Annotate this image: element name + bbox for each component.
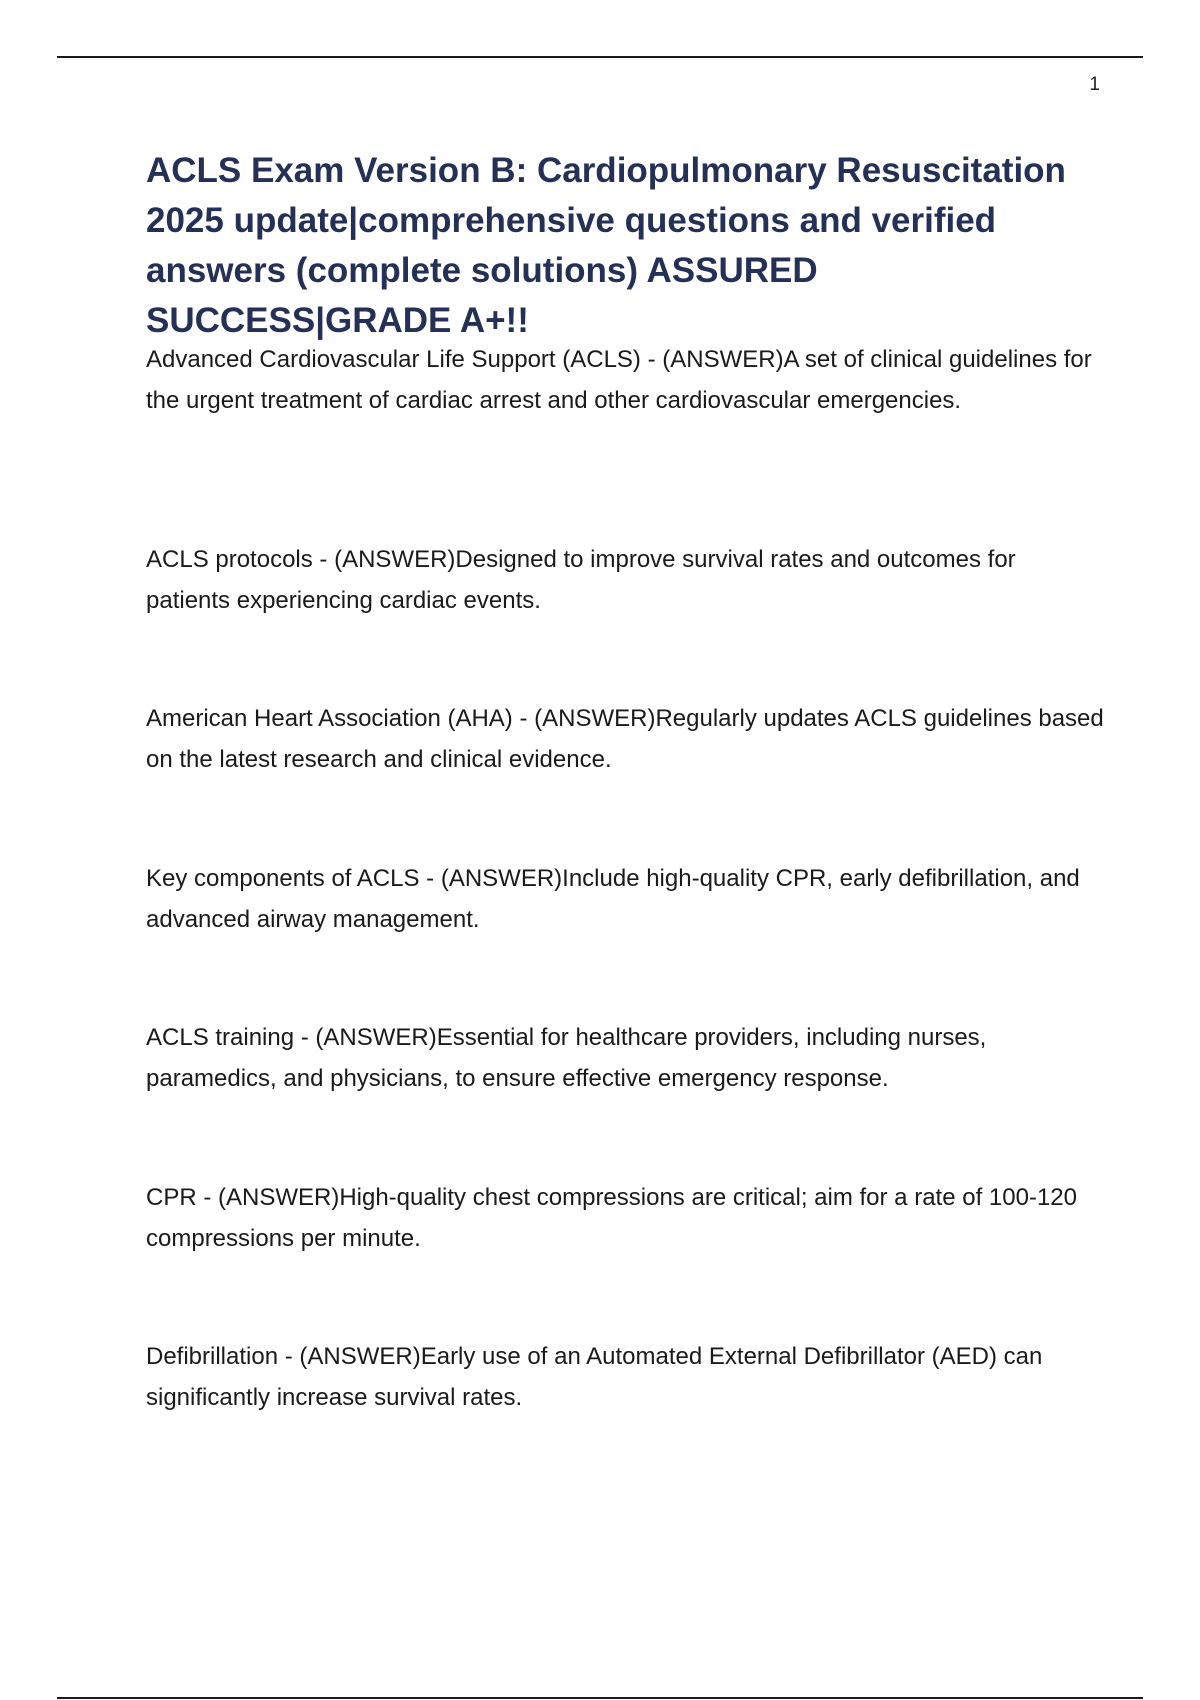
- qa-entry-cpr: CPR - (ANSWER)High-quality chest compressions are critical; aim for a rate of 100-120 compressions per minute.: [146, 1184, 1077, 1252]
- page-number: 1: [1089, 74, 1100, 95]
- qa-entry-acls: Advanced Cardiovascular Life Support (ACLS) - (ANSWER)A set of clinical guidelines for the urgent treatment of cardiac arrest and other cardiovascular emergencies.: [146, 346, 1092, 414]
- qa-entry-defibrillation: Defibrillation - (ANSWER)Early use of an Automated External Defibrillator (AED) can significantly increase survival rates.: [146, 1343, 1043, 1411]
- qa-entry-acls-protocols: ACLS protocols - (ANSWER)Designed to improve survival rates and outcomes for patients experiencing cardiac events.: [146, 546, 1016, 614]
- footer-rule: [57, 1697, 1143, 1699]
- header-rule: [57, 56, 1143, 58]
- qa-entry-acls-training: ACLS training - (ANSWER)Essential for healthcare providers, including nurses, paramedics, and physicians, to ensure effective emergency response.: [146, 1024, 987, 1092]
- qa-entry-key-components: Key components of ACLS - (ANSWER)Include high-quality CPR, early defibrillation, and advanced airway management.: [146, 865, 1080, 933]
- document-title: ACLS Exam Version B: Cardiopulmonary Resuscitation 2025 update|comprehensive questions and verified answers (complete solutions) ASSURED SUCCESS|GRADE A+!!: [146, 151, 1066, 340]
- qa-entry-aha: American Heart Association (AHA) - (ANSWER)Regularly updates ACLS guidelines based on the latest research and clinical evidence.: [146, 705, 1104, 773]
